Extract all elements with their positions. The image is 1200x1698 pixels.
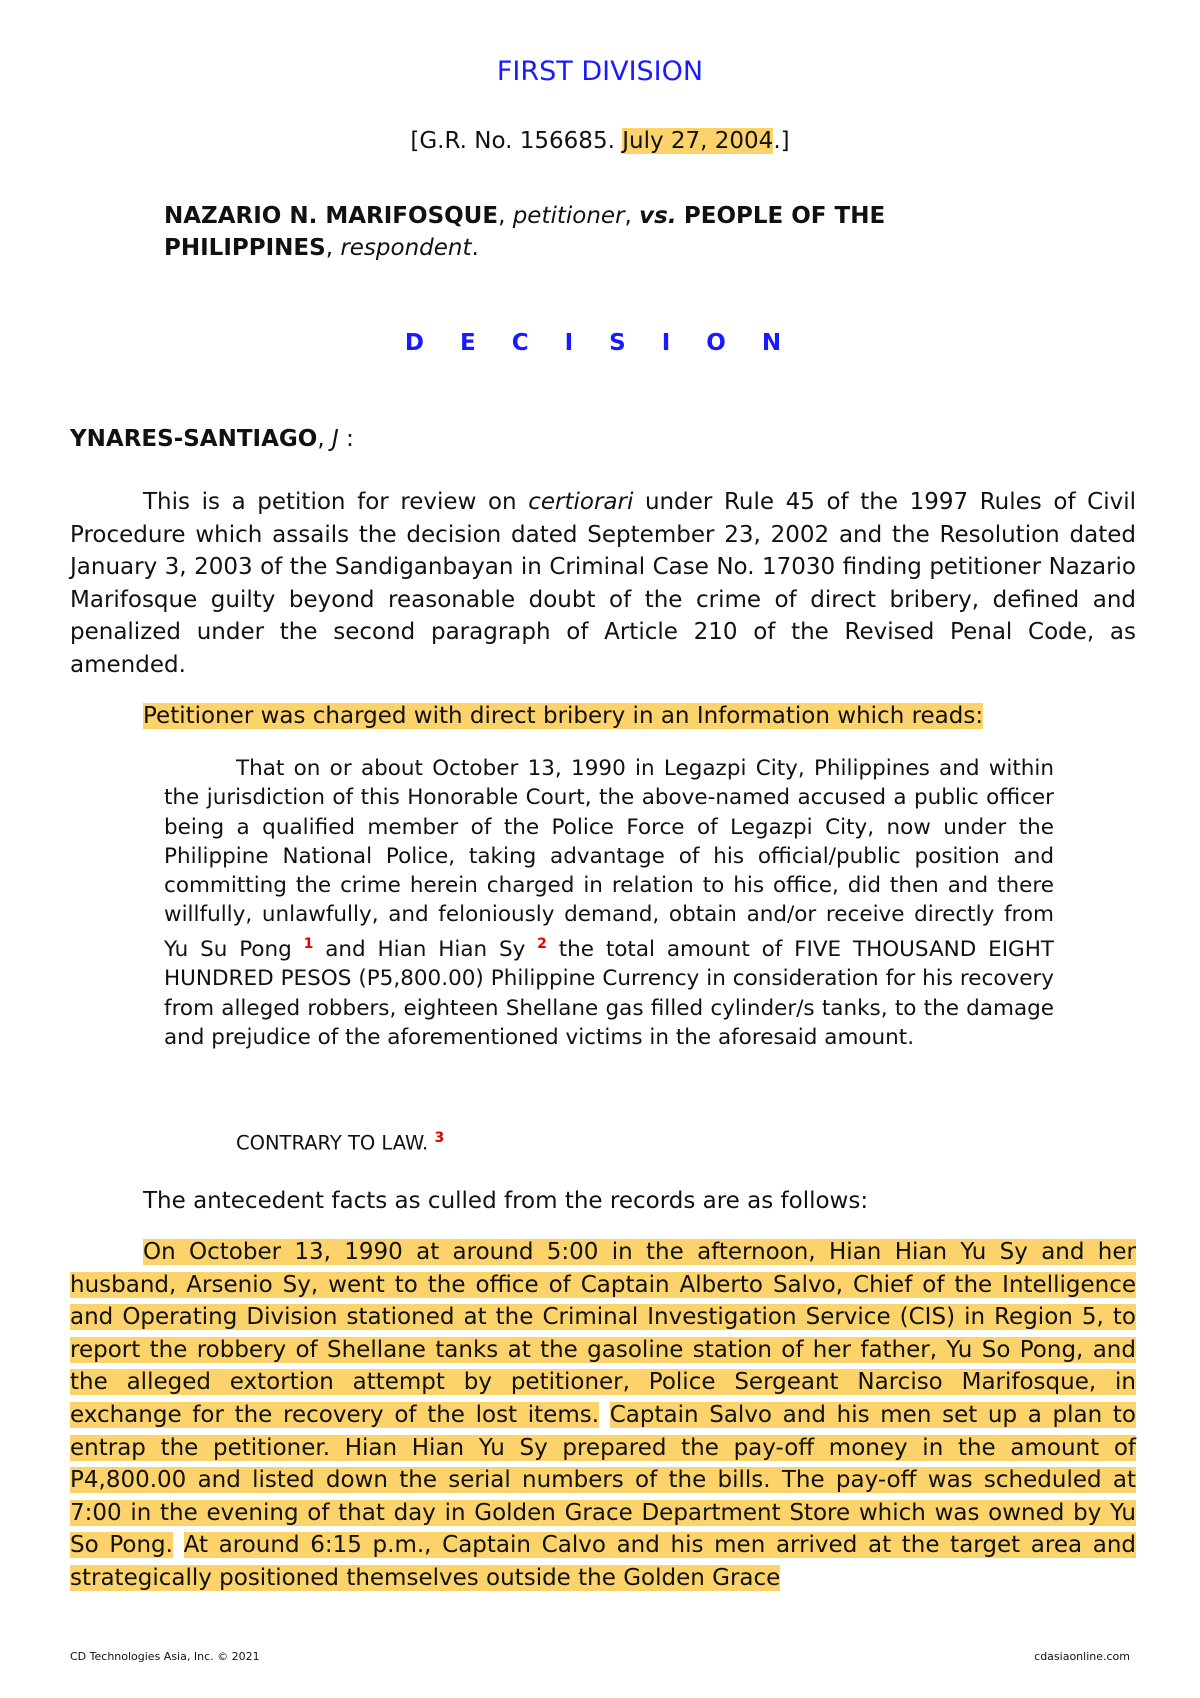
petitioner-name: NAZARIO N. MARIFOSQUE xyxy=(164,203,499,229)
quote-a: That on or about October 13, 1990 in Legazpi City, Philippines and within the jurisdiction of this Honorable Court, the above-named accused a public officer being a qualified member of the Police Force of Legazpi City, now under the Philippine National Police, taking advantage of his official/public position and committing the crime herein charged in relation to his office, did then and there willfully, unlawfully, and feloniously demand, obtain and/or receive directly from Yu Su Pong xyxy=(164,756,1054,962)
quote-c: the total amount of FIVE THOUSAND EIGHT HUNDRED PESOS (P5,800.00) Philippine Currency in consideration for his recovery from alleged robbers, eighteen Shellane gas filled cylinder/s tanks, to the damage and prejudice of the aforementioned victims in the aforesaid amount. xyxy=(164,936,1054,1050)
paragraph-2 xyxy=(143,700,1136,733)
footer-website: cdasiaonline.com xyxy=(1034,1650,1130,1663)
paragraph-1-b: under Rule 45 of the 1997 Rules of Civil Procedure which assails the decision dated September 23, 2002 and the Resolution dated January 3, 2003 of the Sandiganbayan in Criminal Case No. 17030 finding petitioner Nazario Marifosque guilty beyond reasonable doubt of the crime of direct bribery, defined and penalized under the second paragraph of Article 210 of the Revised Penal Code, as amended. xyxy=(70,489,1136,678)
division-heading: FIRST DIVISION xyxy=(496,56,704,87)
footnote-2-link[interactable]: 2 xyxy=(537,935,547,952)
respondent-role: respondent xyxy=(340,235,472,261)
case-date: July 27, 2004 xyxy=(622,128,774,154)
case-number-suffix: .] xyxy=(773,128,790,154)
paragraph-1-a: This is a petition for review on xyxy=(143,489,529,515)
paragraph-1-italic: certiorari xyxy=(528,489,634,515)
decision-title: D E C I S I O N xyxy=(404,330,796,356)
case-number xyxy=(0,128,1200,154)
contrary-text: CONTRARY TO LAW. xyxy=(236,1131,429,1155)
information-quote xyxy=(164,754,1054,1052)
quote-b: and Hian Hian Sy xyxy=(313,936,538,962)
paragraph-4-b: Captain Salvo and his men set up a plan to entrap the petitioner. Hian Hian Yu Sy prepared the pay-off money in the amount of P4,800.00 and listed down the serial numbers of the bills. The pay-off was scheduled at 7:00 in the evening of that day in Golden Grace Department Store which was owned by Yu So Pong. xyxy=(70,1401,1136,1559)
paragraph-2-text: Petitioner was charged with direct bribery in an Information which reads: xyxy=(143,703,984,729)
respondent-name: PEOPLE OF THE PHILIPPINES xyxy=(164,203,886,261)
paragraph-4-c: At around 6:15 p.m., Captain Calvo and his men arrived at the target area and strategically positioned themselves outside the Golden Grace xyxy=(70,1532,1137,1591)
footnote-1-link[interactable]: 1 xyxy=(303,935,314,952)
paragraph-1 xyxy=(70,486,1136,682)
ponente: YNARES-SANTIAGO, J : xyxy=(70,426,354,452)
ponente-name: YNARES-SANTIAGO xyxy=(70,426,318,452)
versus: vs. xyxy=(639,203,677,229)
paragraph-4-a: On October 13, 1990 at around 5:00 in the afternoon, Hian Hian Yu Sy and her husband, Arsenio Sy, went to the office of Captain Alberto Salvo, Chief of the Intelligence and Operating Division stationed at the Criminal Investigation Service (CIS) in Region 5, to report the robbery of Shellane tanks at the gasoline station of her father, Yu So Pong, and the alleged extortion attempt by petitioner, Police Sergeant Narciso Marifosque, in exchange for the recovery of the lost items. xyxy=(70,1239,1136,1428)
paragraph-4 xyxy=(70,1236,1136,1595)
paragraph-3: The antecedent facts as culled from the records are as follows: xyxy=(143,1188,869,1214)
case-parties: NAZARIO N. MARIFOSQUE, petitioner, vs. PEOPLE OF THE PHILIPPINES, respondent. xyxy=(164,203,886,261)
case-number-prefix: [G.R. No. 156685. xyxy=(410,128,623,154)
contrary-to-law xyxy=(236,1130,444,1155)
footer-copyright: CD Technologies Asia, Inc. © 2021 xyxy=(70,1650,260,1663)
petitioner-role: petitioner xyxy=(512,203,625,229)
ponente-title: J xyxy=(331,426,339,452)
footnote-3-link[interactable]: 3 xyxy=(434,1130,445,1146)
